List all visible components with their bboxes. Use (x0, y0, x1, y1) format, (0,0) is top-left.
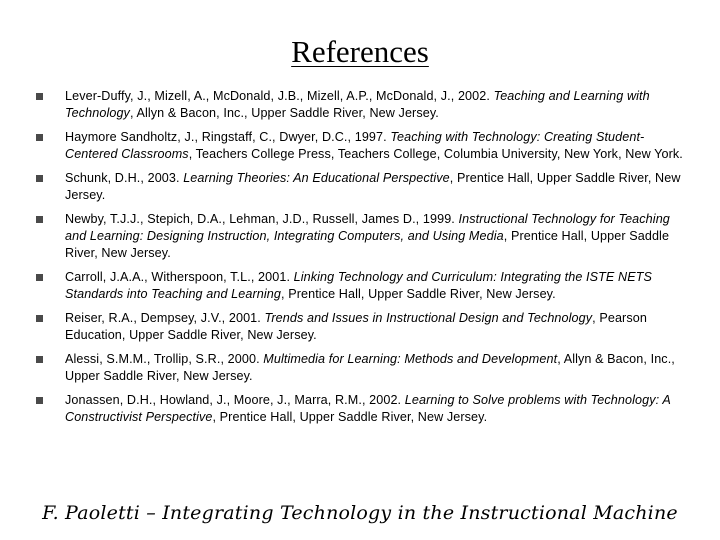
square-bullet-icon (36, 93, 43, 100)
reference-publisher: , Prentice Hall, Upper Saddle River, New Jersey. (65, 171, 681, 202)
reference-authors: Schunk, D.H., 2003. (65, 171, 184, 185)
reference-authors: Haymore Sandholtz, J., Ringstaff, C., Dwyer, D.C., 1997. (65, 130, 391, 144)
slide-title: References (291, 34, 429, 69)
reference-authors: Carroll, J.A.A., Witherspoon, T.L., 2001. (65, 270, 294, 284)
reference-publisher: , Teachers College Press, Teachers College, Columbia University, New York, New York. (188, 147, 683, 161)
reference-item (36, 129, 686, 163)
square-bullet-icon (36, 315, 43, 322)
reference-publisher: , Prentice Hall, Upper Saddle River, New Jersey. (212, 410, 488, 424)
reference-work-title: Learning Theories: An Educational Perspective (183, 171, 450, 185)
reference-work-title: Instructional Technology for Teaching and Learning: Designing Instruction, Integrating Computers, and Using Media (65, 212, 670, 243)
reference-item (36, 170, 686, 204)
reference-item (36, 392, 686, 426)
reference-item (36, 211, 686, 262)
reference-authors: Jonassen, D.H., Howland, J., Moore, J., Marra, R.M., 2002. (65, 393, 405, 407)
reference-authors: Alessi, S.M.M., Trollip, S.R., 2000. (65, 352, 264, 366)
square-bullet-icon (36, 274, 43, 281)
reference-publisher: , Prentice Hall, Upper Saddle River, New Jersey. (281, 287, 556, 301)
square-bullet-icon (36, 134, 43, 141)
reference-work-title: Linking Technology and Curriculum: Integrating the ISTE NETS Standards into Teaching and Learning (65, 270, 652, 301)
reference-authors: Reiser, R.A., Dempsey, J.V., 2001. (65, 311, 265, 325)
reference-publisher: , Allyn & Bacon, Inc., Upper Saddle River, New Jersey. (65, 352, 675, 383)
reference-item (36, 88, 686, 122)
reference-authors: Lever-Duffy, J., Mizell, A., McDonald, J.B., Mizell, A.P., McDonald, J., 2002. (65, 89, 494, 103)
reference-work-title: Trends and Issues in Instructional Design and Technology (264, 311, 593, 325)
reference-item (36, 351, 686, 385)
square-bullet-icon (36, 397, 43, 404)
square-bullet-icon (36, 175, 43, 182)
reference-item (36, 269, 686, 303)
reference-publisher: , Prentice Hall, Upper Saddle River, New Jersey. (65, 229, 670, 260)
footer-caption: F. Paoletti – Integrating Technology in the Instructional Machine (42, 502, 678, 524)
reference-work-title: Teaching with Technology: Creating Student-Centered Classrooms (65, 130, 645, 161)
square-bullet-icon (36, 356, 43, 363)
reference-authors: Newby, T.J.J., Stepich, D.A., Lehman, J.D., Russell, James D., 1999. (65, 212, 459, 226)
reference-list (36, 88, 686, 426)
reference-item (36, 310, 686, 344)
reference-publisher: , Allyn & Bacon, Inc., Upper Saddle River, New Jersey. (129, 106, 439, 120)
reference-publisher: , Pearson Education, Upper Saddle River, New Jersey. (65, 311, 647, 342)
reference-work-title: Teaching and Learning with Technology (65, 89, 650, 120)
reference-work-title: Learning to Solve problems with Technology: A Constructivist Perspective (65, 393, 671, 424)
reference-work-title: Multimedia for Learning: Methods and Development (263, 352, 558, 366)
square-bullet-icon (36, 216, 43, 223)
